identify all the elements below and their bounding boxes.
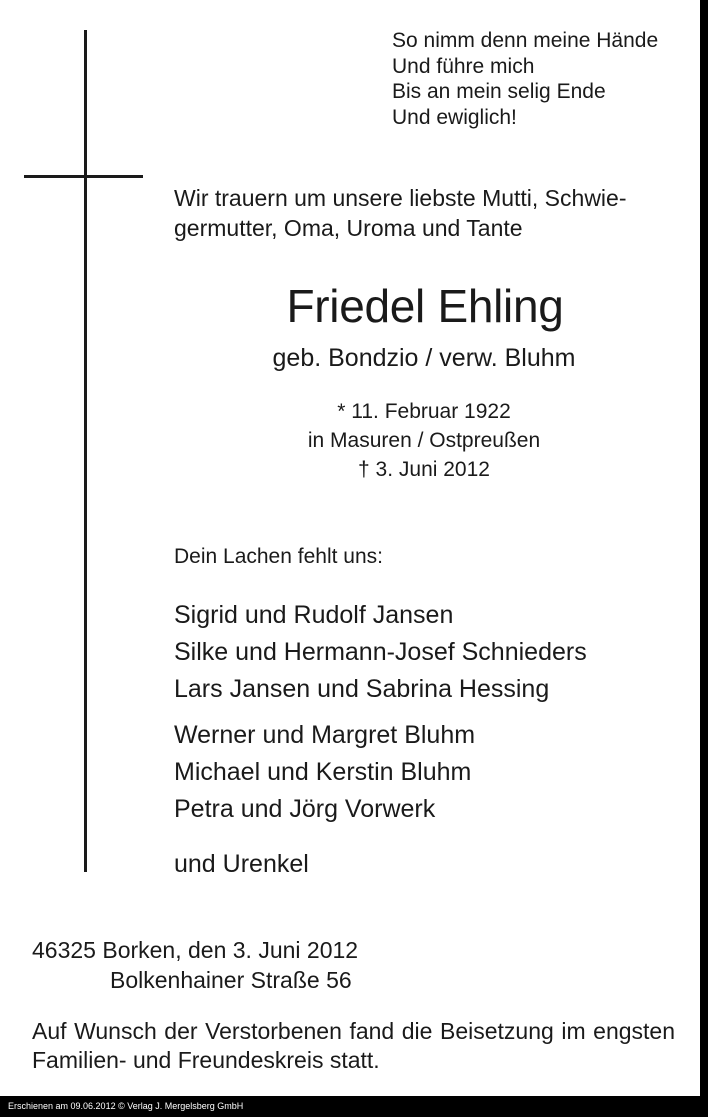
death-date: † 3. Juni 2012	[358, 458, 490, 481]
street-address: Bolkenhainer Straße 56	[110, 967, 352, 993]
lead-text: Dein Lachen fehlt uns:	[174, 545, 383, 568]
family-member: Michael und Kerstin Bluhm	[174, 758, 472, 786]
mourning-line: germutter, Oma, Uroma und Tante	[174, 215, 523, 241]
mourning-text	[174, 183, 627, 243]
family-member: Werner und Margret Bluhm	[174, 721, 476, 749]
family-member: Petra und Jörg Vorwerk	[174, 795, 436, 823]
family-group	[174, 717, 475, 828]
birth-date: * 11. Februar 1922	[337, 400, 511, 423]
publisher-footer: Erschienen am 09.06.2012 © Verlag J. Mergelsberg GmbH	[8, 1101, 244, 1111]
family-group	[174, 846, 309, 883]
city-date: 46325 Borken, den 3. Juni 2012	[32, 937, 359, 963]
family-member: Silke und Hermann-Josef Schnieders	[174, 638, 587, 666]
cross-horizontal-beam	[24, 175, 143, 178]
verse-line: Und führe mich	[392, 54, 535, 78]
verse-line: So nimm denn meine Hände	[392, 29, 659, 52]
address-block	[32, 935, 358, 995]
family-member: und Urenkel	[174, 850, 309, 878]
verse-line: Und ewiglich!	[392, 105, 517, 129]
family-group	[174, 597, 587, 708]
verse-line: Bis an mein selig Ende	[392, 80, 606, 103]
mourning-line: Wir trauern um unsere liebste Mutti, Schwie-	[174, 185, 627, 211]
funeral-note: Auf Wunsch der Verstorbenen fand die Beisetzung im engsten Familien- und Freundeskreis statt.	[32, 1018, 675, 1073]
family-member: Sigrid und Rudolf Jansen	[174, 601, 454, 629]
deceased-name: Friedel Ehling	[286, 280, 564, 332]
life-dates	[0, 397, 708, 484]
verse	[392, 28, 658, 130]
birth-place: in Masuren / Ostpreußen	[307, 429, 541, 452]
deceased-maiden-name: geb. Bondzio / verw. Bluhm	[272, 344, 576, 372]
family-member: Lars Jansen und Sabrina Hessing	[174, 675, 550, 703]
